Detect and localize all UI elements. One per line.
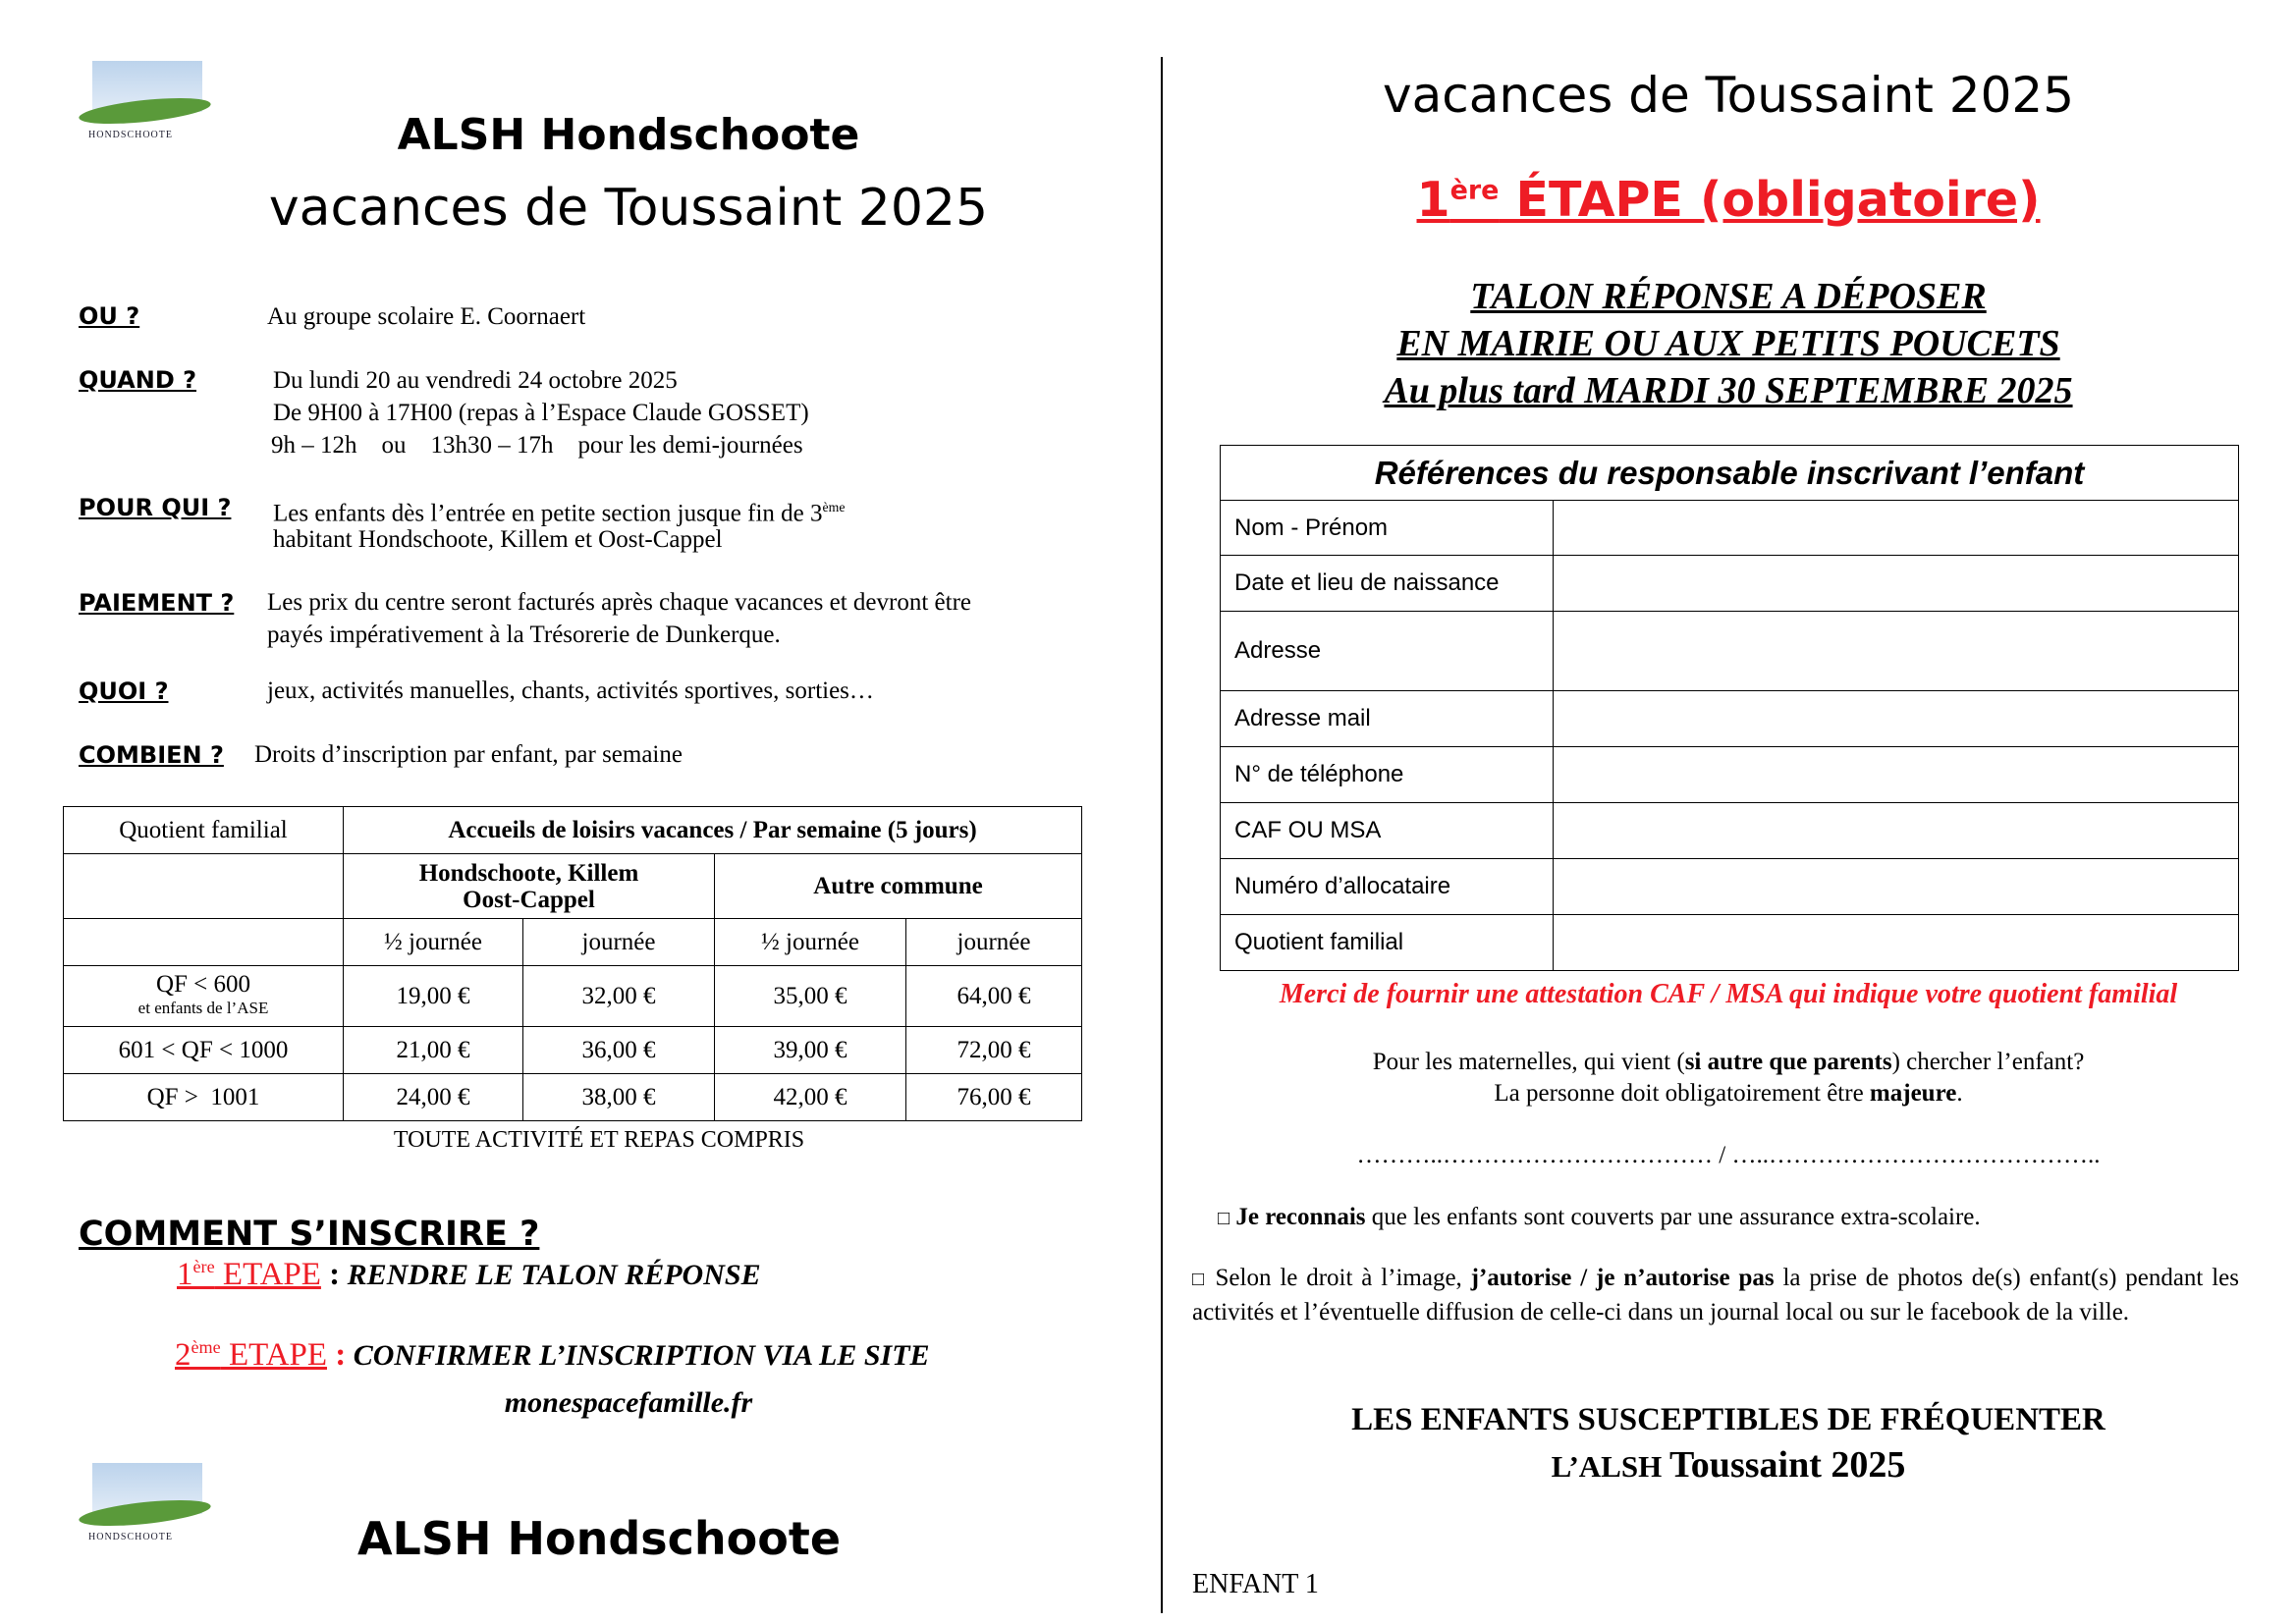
responsable-table (1220, 445, 2239, 971)
bottom-title: ALSH Hondschoote (356, 1512, 842, 1565)
price-cell: 24,00 € (344, 1074, 523, 1121)
autre-day-header: journée (906, 919, 1082, 966)
quoi-value: jeux, activités manuelles, chants, activités sportives, sorties… (267, 677, 874, 704)
local-header-line-2: Oost-Cappel (463, 886, 595, 913)
ref-field-label: Adresse (1221, 612, 1554, 691)
price-cell: 39,00 € (715, 1027, 906, 1074)
qf-note: et enfants de l’ASE (137, 998, 269, 1017)
ref-field-label: N° de téléphone (1221, 747, 1554, 803)
ref-field-input[interactable] (1554, 556, 2239, 612)
ref-row (1221, 691, 2239, 747)
maternelles-line-1 (1218, 1047, 2239, 1078)
maternelles-line-2 (1218, 1078, 2239, 1109)
ref-field-input[interactable] (1554, 612, 2239, 691)
talon-block (1218, 273, 2239, 414)
price-cell: 32,00 € (523, 966, 715, 1027)
price-cell: 36,00 € (523, 1027, 715, 1074)
step-2-word: ETAPE (220, 1337, 327, 1373)
price-header-row-3 (64, 919, 1082, 966)
step-2-text: CONFIRMER L’INSCRIPTION VIA LE SITE (346, 1339, 930, 1372)
local-day-header: journée (523, 919, 715, 966)
price-row (64, 966, 1082, 1027)
enfants-line-2 (1218, 1443, 2239, 1487)
price-cell: 38,00 € (523, 1074, 715, 1121)
ref-field-input[interactable] (1554, 915, 2239, 971)
inscrire-title: COMMENT S’INSCRIRE ? (79, 1215, 540, 1254)
ref-header-row (1221, 446, 2239, 501)
step-1-word: ETAPE (214, 1257, 321, 1292)
dotted-line: ………..…………………………… / …..………………………………….. (1356, 1142, 2101, 1168)
qf-value: QF < 600 (155, 970, 251, 998)
ref-field-input[interactable] (1554, 803, 2239, 859)
price-header-row-1 (64, 807, 1082, 854)
empty-cell (64, 919, 344, 966)
mat-2b: majeure (1869, 1080, 1957, 1107)
enfants-line-1: LES ENFANTS SUSCEPTIBLES DE FRÉQUENTER (1351, 1402, 2105, 1437)
empty-cell (64, 854, 344, 919)
pourqui-line-2: habitant Hondschoote, Killem et Oost-Cappel (273, 526, 723, 553)
enfants-2a: L’ALSH (1551, 1449, 1669, 1484)
ref-row (1221, 556, 2239, 612)
step-2-colon: : (326, 1337, 347, 1373)
image-c: la prise de photos de(s) enfant(s) pendant les activités et l’éventuelle diffusion de celle-ci dans un journal local ou sur le facebook de la ville. (1192, 1265, 2239, 1325)
combien-value: Droits d’inscription par enfant, par semaine (254, 741, 683, 768)
mat-1c: ) chercher l’enfant? (1891, 1049, 2085, 1075)
etape-sup: ère (1449, 175, 1500, 206)
step-2-num: 2 (175, 1337, 191, 1373)
assurance-text: que les enfants sont couverts par une assurance extra-scolaire. (1365, 1204, 1981, 1230)
quand-label: QUAND ? (79, 366, 197, 394)
quoi-label: QUOI ? (79, 677, 169, 705)
price-cell: 64,00 € (906, 966, 1082, 1027)
step-1-label (177, 1257, 321, 1292)
page-title: ALSH Hondschoote (397, 110, 860, 160)
price-table (63, 806, 1082, 1121)
price-cell: 35,00 € (715, 966, 906, 1027)
price-cell: 76,00 € (906, 1074, 1082, 1121)
ref-header: Références du responsable inscrivant l’enfant (1221, 446, 2239, 501)
ref-field-input[interactable] (1554, 501, 2239, 556)
step-1-sup: ère (192, 1257, 215, 1276)
mat-1b: si autre que parents (1684, 1049, 1892, 1075)
step-2-label (175, 1337, 327, 1373)
local-header (344, 854, 715, 919)
autre-header: Autre commune (715, 854, 1082, 919)
enfant-label: ENFANT 1 (1192, 1569, 1319, 1599)
qf-header: Quotient familial (64, 807, 344, 854)
checkbox-icon[interactable]: □ (1192, 1269, 1207, 1290)
step-1-colon: : (320, 1257, 341, 1292)
combien-label: COMBIEN ? (79, 741, 224, 769)
enfants-2b: Toussaint 2025 (1668, 1444, 1906, 1486)
accueils-header: Accueils de loisirs vacances / Par semaine (5 jours) (344, 807, 1082, 854)
ref-row (1221, 747, 2239, 803)
ref-row (1221, 915, 2239, 971)
step-1-num: 1 (177, 1257, 193, 1292)
table-footer: TOUTE ACTIVITÉ ET REPAS COMPRIS (393, 1127, 805, 1153)
logo-text: HONDSCHOOTE (88, 130, 173, 140)
price-row (64, 1074, 1082, 1121)
ref-row (1221, 859, 2239, 915)
image-a: Selon le droit à l’image, (1206, 1265, 1471, 1291)
town-logo-bottom (79, 1463, 206, 1551)
mat-2a: La personne doit obligatoirement être (1494, 1080, 1870, 1107)
local-half-header: ½ journée (344, 919, 523, 966)
image-b: j’autorise / je n’autorise pas (1470, 1265, 1775, 1291)
quand-line-2: De 9H00 à 17H00 (repas à l’Espace Claude GOSSET) (273, 400, 809, 426)
paiement-label: PAIEMENT ? (79, 589, 235, 617)
ref-field-input[interactable] (1554, 859, 2239, 915)
ref-field-input[interactable] (1554, 747, 2239, 803)
ref-field-label: Adresse mail (1221, 691, 1554, 747)
checkbox-icon[interactable]: □ (1218, 1208, 1230, 1229)
quand-line-1: Du lundi 20 au vendredi 24 octobre 2025 (273, 367, 678, 394)
right-title: vacances de Toussaint 2025 (1382, 67, 2075, 124)
mat-2c: . (1956, 1080, 1963, 1107)
page-divider (1161, 57, 1163, 1613)
pourqui-label: POUR QUI ? (79, 494, 232, 521)
pourqui-sup: ème (822, 500, 846, 514)
etape-num: 1 (1416, 172, 1450, 228)
paiement-line-2: payés impérativement à la Trésorerie de Dunkerque. (267, 622, 781, 648)
ref-row (1221, 612, 2239, 691)
logo-text: HONDSCHOOTE (88, 1532, 173, 1542)
mat-1a: Pour les maternelles, qui vient ( (1372, 1049, 1685, 1075)
ref-field-label: Date et lieu de naissance (1221, 556, 1554, 612)
price-header-row-2 (64, 854, 1082, 919)
talon-line-1: TALON RÉPONSE A DÉPOSER (1470, 276, 1987, 317)
autre-half-header: ½ journée (715, 919, 906, 966)
ou-label: OU ? (79, 302, 140, 330)
ref-field-label: Nom - Prénom (1221, 501, 1554, 556)
assurance-line (1218, 1204, 1981, 1231)
ref-field-label: Numéro d’allocataire (1221, 859, 1554, 915)
price-cell: 72,00 € (906, 1027, 1082, 1074)
talon-line-3: Au plus tard MARDI 30 SEPTEMBRE 2025 (1384, 370, 2073, 411)
ou-value: Au groupe scolaire E. Coornaert (267, 303, 586, 330)
price-cell: 42,00 € (715, 1074, 906, 1121)
qf-cell: QF > 1001 (64, 1074, 344, 1121)
step-1-text: RENDRE LE TALON RÉPONSE (340, 1259, 761, 1291)
etape-text: ÉTAPE (obligatoire) (1499, 172, 2041, 228)
ref-row (1221, 803, 2239, 859)
town-logo (79, 61, 206, 149)
site-link: monespacefamille.fr (504, 1386, 753, 1419)
assurance-bold: Je reconnais (1235, 1204, 1366, 1230)
qf-cell: 601 < QF < 1000 (64, 1027, 344, 1074)
etape-heading (1218, 172, 2239, 228)
quand-line-3: 9h – 12h ou 13h30 – 17h pour les demi-journées (271, 432, 803, 459)
qf-cell (64, 966, 344, 1027)
talon-line-2: EN MAIRIE OU AUX PETITS POUCETS (1396, 323, 2060, 364)
price-row (64, 1027, 1082, 1074)
maternelles-note (1218, 1047, 2239, 1109)
pourqui-text: Les enfants dès l’entrée en petite section jusque fin de 3 (273, 500, 823, 527)
step-2-sup: ème (191, 1337, 221, 1357)
step-1 (177, 1257, 761, 1293)
ref-field-input[interactable] (1554, 691, 2239, 747)
page-subtitle: vacances de Toussaint 2025 (268, 179, 989, 238)
caf-note: Merci de fournir une attestation CAF / MSA qui indique votre quotient familial (1279, 979, 2178, 1009)
price-cell: 19,00 € (344, 966, 523, 1027)
ref-field-label: CAF OU MSA (1221, 803, 1554, 859)
step-2 (175, 1337, 930, 1374)
droit-image (1192, 1262, 2239, 1328)
price-cell: 21,00 € (344, 1027, 523, 1074)
local-header-line-1: Hondschoote, Killem (418, 859, 639, 887)
ref-field-label: Quotient familial (1221, 915, 1554, 971)
ref-row (1221, 501, 2239, 556)
paiement-line-1: Les prix du centre seront facturés après chaque vacances et devront être (267, 589, 972, 616)
